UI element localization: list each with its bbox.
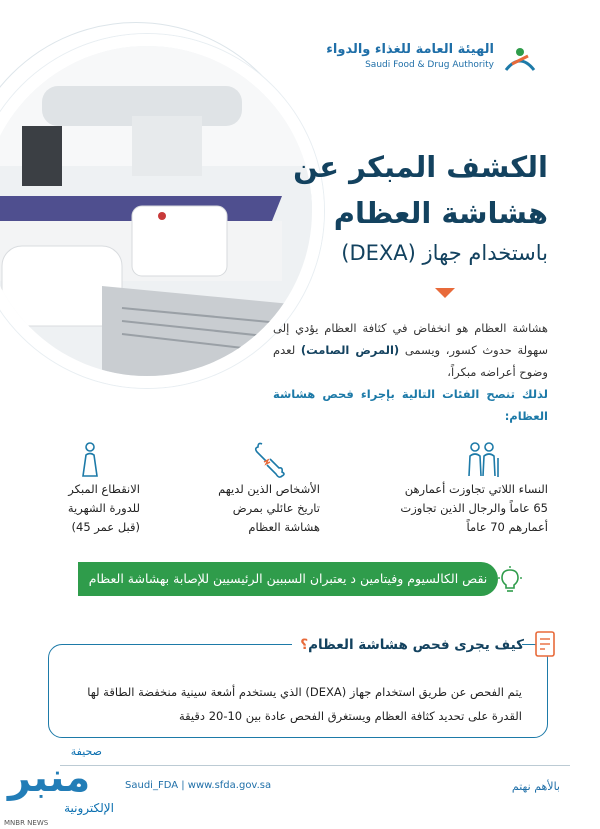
info-box-body: يتم الفحص عن طريق استخدام جهاز (DEXA) الذي يستخدم أشعة سينية منخفضة الطاقة لها القدرة على تحديد كثافة العظام ويستغرق الفحص عادة بين 10-20 دقيقة (87, 685, 522, 723)
intro-text-2: لعدم وضوح أعراضه مبكراً، (273, 343, 548, 379)
lightbulb-icon (496, 566, 524, 594)
group-1-text (400, 480, 548, 537)
group-2-line-1: الأشخاص الذين لديهم (218, 482, 320, 496)
group-2-text (218, 480, 320, 537)
sfda-mark-icon (502, 44, 538, 76)
org-name-arabic: الهيئة العامة للغذاء والدواء (326, 42, 494, 57)
intro-highlight: لذلك تنصح الفئات التالية بإجراء فحص هشاشة العظام: (273, 387, 548, 423)
document-check-icon (534, 629, 558, 659)
group-1-line-3: أعمارهم 70 عاماً (466, 520, 548, 534)
calcium-banner: نقص الكالسيوم وفيتامين د يعتبران السببين الرئيسيين للإصابة بهشاشة العظام (78, 562, 498, 596)
watermark-top: صحيفة (70, 745, 102, 758)
woman-icon (70, 440, 110, 480)
elderly-couple-icon (462, 440, 502, 480)
info-box-heading-text: كيف يجرى فحص هشاشة العظام (308, 637, 524, 653)
broken-bone-icon (248, 440, 288, 480)
intro-paragraph (273, 317, 548, 427)
footer-tagline: بالأهم نهتم (511, 780, 560, 793)
intro-text: هشاشة العظام هو انخفاض في كثافة العظام يؤدي إلى سهولة حدوث كسور، ويسمى (273, 321, 549, 357)
org-name-english: Saudi Food & Drug Authority (365, 60, 494, 70)
footer-divider (60, 765, 570, 766)
group-3-line-1: الانقطاع المبكر (68, 482, 140, 496)
title-line-3: باستخدام جهاز (DEXA) (341, 241, 548, 265)
footer-website[interactable]: Saudi_FDA | www.sfda.gov.sa (125, 780, 272, 791)
sfda-logo (326, 42, 538, 78)
intro-bold: (المرض الصامت) (300, 343, 400, 357)
group-3-text (68, 480, 140, 537)
info-box-heading (300, 637, 524, 653)
group-1-line-2: 65 عاماً والرجال الذين تجاوزت (400, 501, 548, 515)
down-arrow-icon (435, 288, 455, 298)
group-2-line-3: هشاشة العظام (248, 520, 320, 534)
title-line-2: هشاشة العظام (333, 196, 548, 230)
watermark-en: MNBR NEWS (4, 819, 49, 827)
group-1-line-1: النساء اللاتي تجاوزت أعمارهن (404, 482, 548, 496)
watermark-logo-glyph: منبر (8, 755, 91, 801)
watermark-bottom: الإلكترونية (64, 801, 114, 815)
news-watermark (4, 745, 124, 829)
group-3-line-2: للدورة الشهرية (67, 501, 140, 515)
group-2-line-2: تاريخ عائلي بمرض (232, 501, 320, 515)
info-box-question-mark: ؟ (300, 637, 309, 653)
title-line-1: الكشف المبكر عن (293, 150, 548, 184)
group-3-line-3: (قبل عمر 45) (71, 520, 140, 534)
